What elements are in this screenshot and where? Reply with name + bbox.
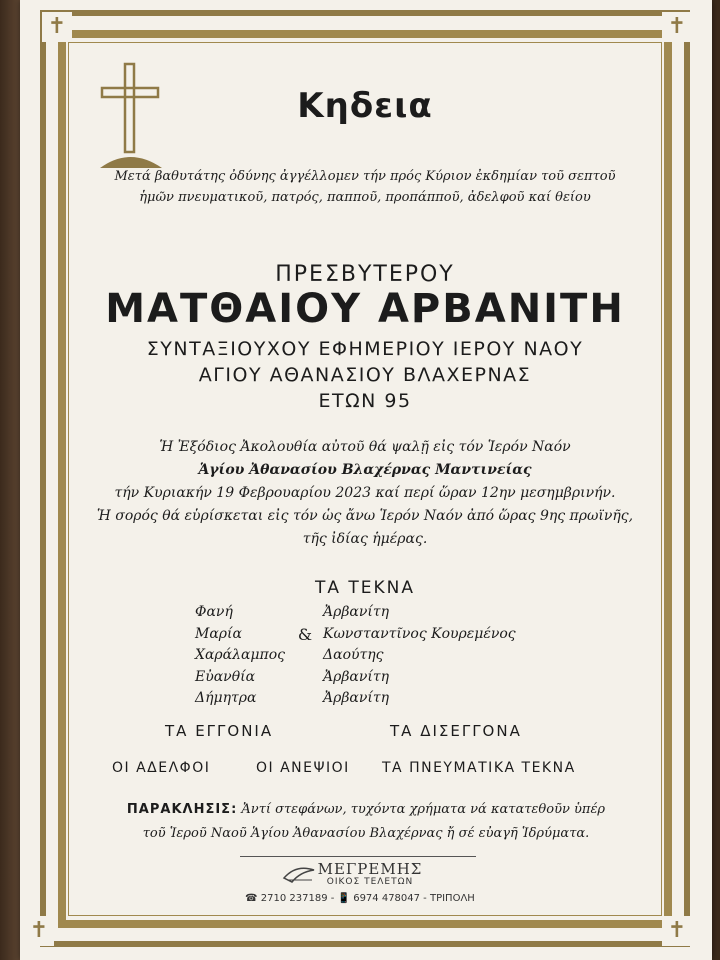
funeral-home-contact: ☎ 2710 237189 - 📱 6974 478047 - ΤΡΙΠΟΛΗ bbox=[245, 893, 475, 904]
ampersand: & bbox=[297, 624, 313, 644]
great-grandchildren-heading: ΤΑ ΔΙΣΕΓΓΟΝΑ bbox=[390, 722, 522, 740]
child-first-name: Δήμητρα bbox=[195, 690, 257, 706]
child-last-name: Ἀρβανίτη bbox=[323, 604, 390, 620]
list-item bbox=[195, 688, 516, 710]
ampersand bbox=[287, 667, 323, 689]
ampersand bbox=[287, 645, 323, 667]
child-first-name: Εὐανθία bbox=[195, 668, 256, 685]
office-line-1: ΣΥΝΤΑΞΙΟΥΧΟΥ ΕΦΗΜΕΡΙΟΥ ΙΕΡΟΥ ΝΑΟΥ bbox=[146, 338, 584, 360]
footer-divider bbox=[240, 856, 476, 857]
request-line-1 bbox=[86, 798, 646, 822]
children-list bbox=[195, 602, 516, 710]
viewing-time: Ἡ σορός θά εὑρίσκεται εἰς τόν ὡς ἄνω Ἱερόν Ναόν ἀπό ὥρας 9ης πρωϊνῆς, bbox=[96, 508, 634, 524]
list-item bbox=[195, 667, 516, 689]
service-church: Ἁγίου Ἀθανασίου Βλαχέρνας Μαντινείας bbox=[198, 462, 532, 478]
list-item bbox=[195, 602, 516, 624]
donation-request bbox=[86, 798, 646, 846]
child-last-name: Κωνσταντῖνος Κουρεμένος bbox=[323, 625, 516, 642]
viewing-day: τῆς ἰδίας ἡμέρας. bbox=[302, 531, 428, 547]
spiritual-children-heading: ΤΑ ΠΝΕΥΜΑΤΙΚΑ ΤΕΚΝΑ bbox=[382, 760, 576, 776]
request-text-1: Ἀντί στεφάνων, τυχόντα χρήματα νά κατατεθοῦν ὑπέρ bbox=[241, 802, 606, 817]
request-label: ΠΑΡΑΚΛΗΣΙΣ: bbox=[126, 802, 238, 817]
ampersand bbox=[287, 602, 323, 624]
corner-cross-icon: ✝ bbox=[24, 916, 54, 946]
request-text-2: τοῦ Ἱεροῦ Ναοῦ Ἁγίου Ἀθανασίου Βλαχέρνας ἤ σέ εὐαγῆ Ἱδρύματα. bbox=[142, 826, 590, 841]
child-last-name: Ἀρβανίτη bbox=[323, 668, 390, 685]
child-first-name: Μαρία bbox=[195, 625, 242, 642]
children-heading: ΤΑ ΤΕΚΝΑ bbox=[314, 578, 416, 598]
service-details bbox=[60, 436, 670, 551]
child-last-name: Δαούτης bbox=[323, 647, 384, 663]
funeral-home-name: ΜΕΓΡΕΜΗΣ bbox=[317, 860, 423, 878]
child-first-name: Φανή bbox=[195, 604, 233, 620]
list-item bbox=[195, 645, 516, 667]
office-line-2: ΑΓΙΟΥ ΑΘΑΝΑΣΙΟΥ ΒΛΑΧΕΡΝΑΣ bbox=[198, 364, 532, 386]
funeral-home-subtitle: ΟΙΚΟΣ ΤΕΛΕΤΩΝ bbox=[326, 877, 414, 887]
corner-cross-icon: ✝ bbox=[42, 12, 72, 42]
notice-title: Κηδεια bbox=[297, 86, 433, 126]
corner-cross-icon: ✝ bbox=[662, 916, 692, 946]
service-time: τήν Κυριακήν 19 Φεβρουαρίου 2023 καί περί ὥραν 12ην μεσημβρινήν. bbox=[114, 485, 616, 501]
service-line-1: Ἡ Ἐξόδιος Ἀκολουθία αὐτοῦ θά ψαλῇ εἰς τόν Ἱερόν Ναόν bbox=[159, 439, 571, 455]
deceased-name: ΜΑΤΘΑΙΟΥ ΑΡΒΑΝΙΤΗ bbox=[105, 286, 625, 332]
deceased-rank: ΠΡΕΣΒΥΤΕΡΟΥ bbox=[275, 262, 455, 287]
intro-text: Μετά βαθυτάτης ὀδύνης ἀγγέλλομεν τήν πρός Κύριον ἐκδημίαν τοῦ σεπτοῦ ἡμῶν πνευματικοῦ, πατρός, παπποῦ, προπάπποῦ, ἀδελφοῦ καί θείου bbox=[114, 169, 616, 205]
nephews-heading: ΟΙ ΑΝΕΨΙΟΙ bbox=[256, 760, 350, 776]
deceased-office bbox=[60, 336, 670, 414]
grandchildren-heading: ΤΑ ΕΓΓΟΝΙΑ bbox=[165, 722, 274, 740]
child-last-name: Ἀρβανίτη bbox=[323, 690, 390, 706]
ampersand bbox=[287, 688, 323, 710]
funeral-home bbox=[270, 860, 470, 887]
list-item bbox=[195, 624, 516, 646]
deceased-age: ΕΤΩΝ 95 bbox=[318, 390, 412, 412]
child-first-name: Χαράλαμπος bbox=[195, 647, 286, 663]
corner-cross-icon: ✝ bbox=[662, 12, 692, 42]
siblings-heading: ΟΙ ΑΔΕΛΦΟΙ bbox=[112, 760, 211, 776]
